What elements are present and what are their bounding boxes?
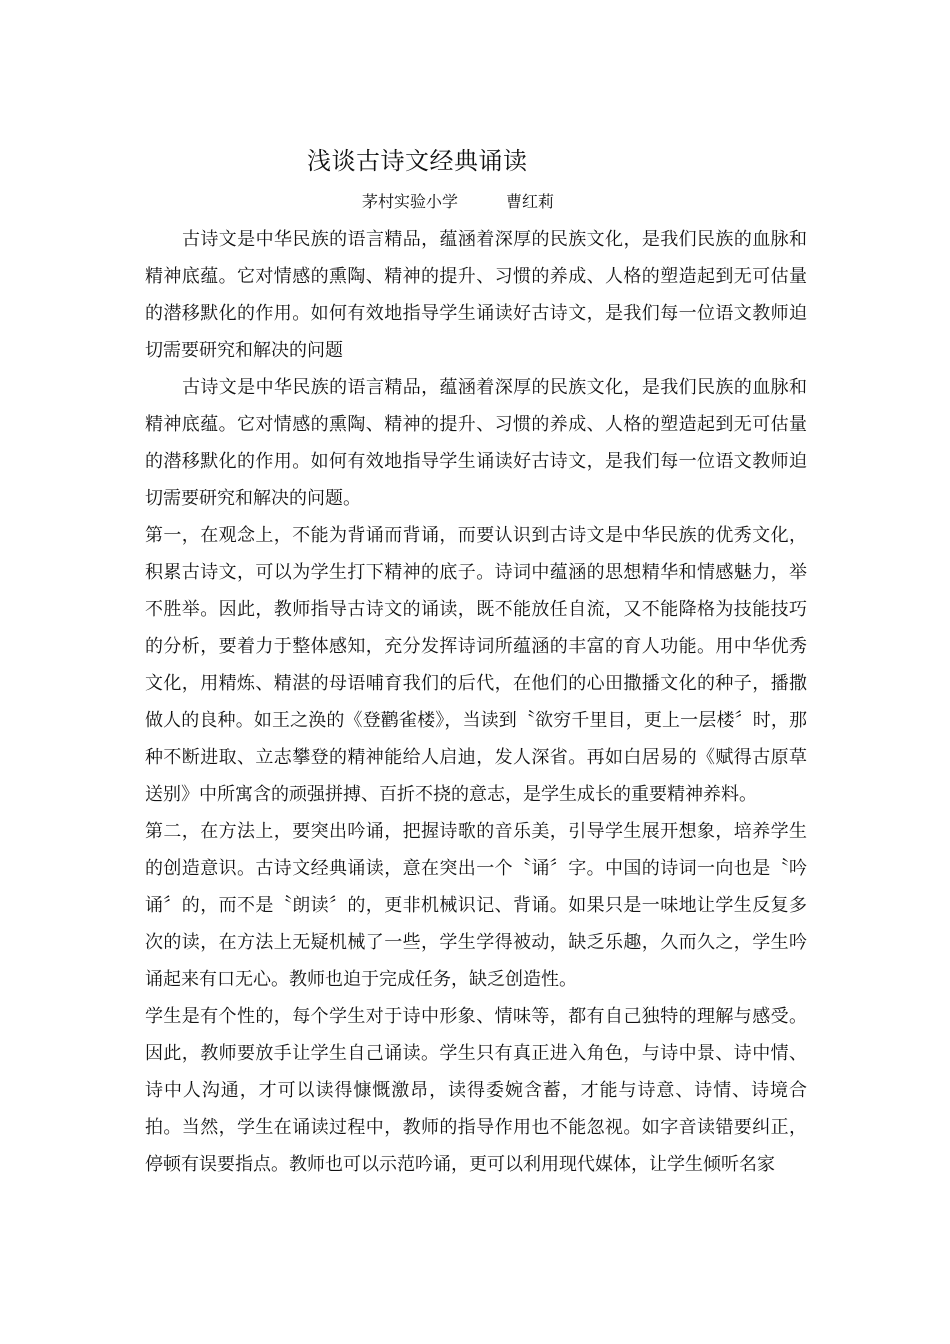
byline-school: 茅村实验小学 (362, 192, 459, 211)
byline-author: 曹红莉 (506, 192, 555, 211)
paragraph: 学生是有个性的，每个学生对于诗中形象、情味等，都有自己独特的理解与感受。因此，教师要放手让学生自己诵读。学生只有真正进入角色，与诗中景、诗中情、诗中人沟通，才可以读得慷慨激昂，读得委婉含蓄，才能与诗意、诗情、诗境合拍。当然，学生在诵读过程中，教师的指导作用也不能忽视。如字音读错要纠正，停顿有误要指点。教师也可以示范吟诵，更可以利用现代媒体，让学生倾听名家 (145, 1006, 807, 1175)
paragraph: 古诗文是中华民族的语言精品，蕴涵着深厚的民族文化，是我们民族的血脉和精神底蕴。它对情感的熏陶、精神的提升、习惯的养成、人格的塑造起到无可估量的潜移默化的作用。如何有效地指导学生诵读好古诗文，是我们每一位语文教师迫切需要研究和解决的问题。 (145, 377, 807, 509)
document-body (145, 221, 807, 1183)
paragraph: 第一，在观念上，不能为背诵而背诵，而要认识到古诗文是中华民族的优秀文化，积累古诗文，可以为学生打下精神的底子。诗词中蕴涵的思想精华和情感魅力，举不胜举。因此，教师指导古诗文的诵读，既不能放任自流，又不能降格为技能技巧的分析，要着力于整体感知，充分发挥诗词所蕴涵的丰富的育人功能。用中华优秀文化，用精炼、精湛的母语哺育我们的后代，在他们的心田撒播文化的种子，播撒做人的良种。如王之涣的《登鹳雀楼》，当读到〝欲穷千里目，更上一层楼〞时，那种不断进取、立志攀登的精神能给人启迪，发人深省。再如白居易的《赋得古原草送别》中所寓含的顽强拼搏、百折不挠的意志，是学生成长的重要精神养料。 (145, 525, 807, 805)
paragraph: 古诗文是中华民族的语言精品，蕴涵着深厚的民族文化，是我们民族的血脉和精神底蕴。它对情感的熏陶、精神的提升、习惯的养成、人格的塑造起到无可估量的潜移默化的作用。如何有效地指导学生诵读好古诗文，是我们每一位语文教师迫切需要研究和解决的问题 (145, 229, 807, 361)
paragraph: 第二，在方法上，要突出吟诵，把握诗歌的音乐美，引导学生展开想象，培养学生的创造意识。古诗文经典诵读，意在突出一个〝诵〞字。中国的诗词一向也是〝吟诵〞的，而不是〝朗读〞的，更非机械识记、背诵。如果只是一味地让学生反复多次的读，在方法上无疑机械了一些，学生学得被动，缺乏乐趣，久而久之，学生吟诵起来有口无心。教师也迫于完成任务，缺乏创造性。 (145, 821, 807, 990)
document-title: 浅谈古诗文经典诵读 (307, 147, 528, 175)
byline (362, 191, 554, 213)
